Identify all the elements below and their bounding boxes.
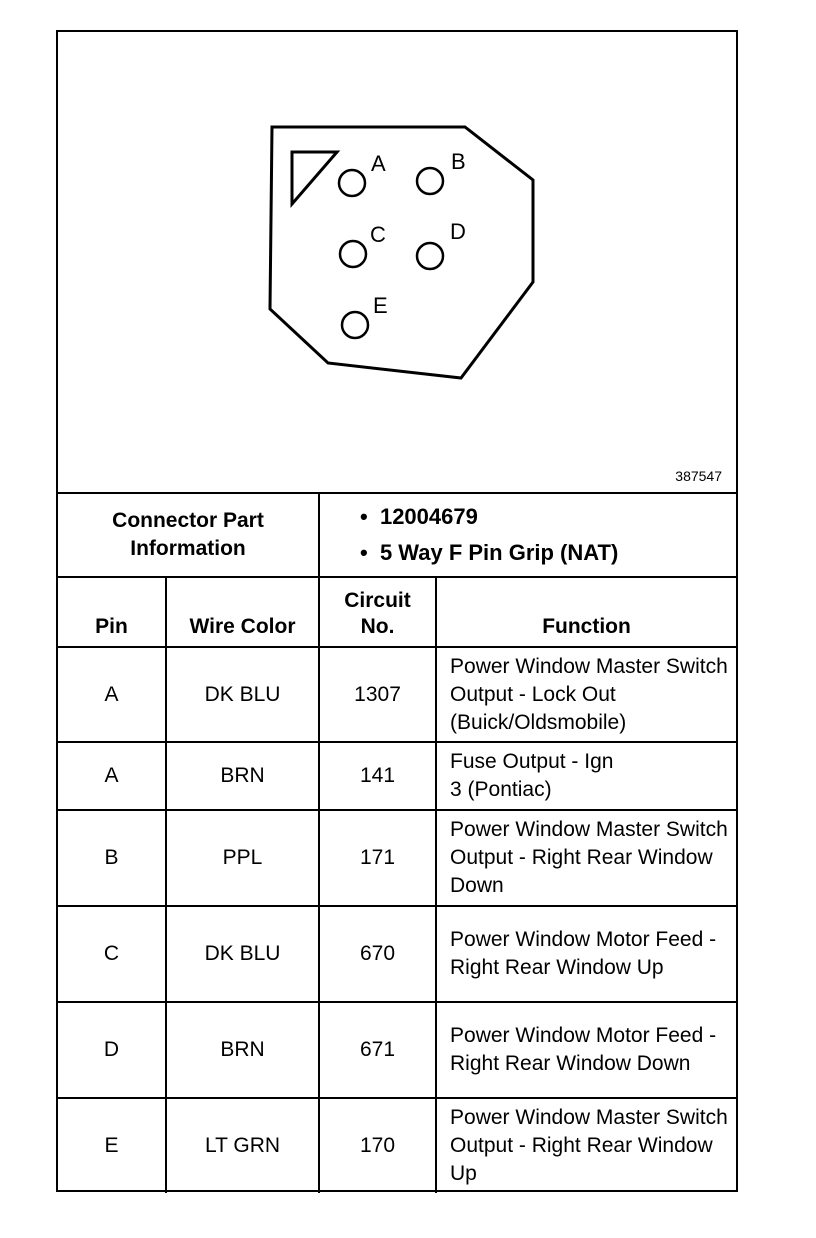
connector-info-item: • 5 Way F Pin Grip (NAT) bbox=[360, 540, 619, 565]
pin-c-hole bbox=[340, 241, 366, 267]
pin-b-label: B bbox=[451, 149, 466, 174]
pin-c-label: C bbox=[370, 222, 386, 247]
pin-b-hole bbox=[417, 168, 443, 194]
function-cell: Power Window Master Switch Output - Right Rear Window Up bbox=[436, 1098, 736, 1193]
connector-info-item: • 12004679 bbox=[360, 504, 478, 529]
connector-info-label: Connector Part Information bbox=[58, 493, 319, 577]
header-pin: Pin bbox=[58, 577, 166, 647]
wire-color-cell: PPL bbox=[166, 810, 319, 906]
function-cell: Power Window Motor Feed - Right Rear Window Down bbox=[436, 1002, 736, 1098]
header-wire-color: Wire Color bbox=[166, 577, 319, 647]
pin-a-label: A bbox=[371, 151, 386, 176]
connector-outline bbox=[270, 127, 533, 378]
pin-cell: B bbox=[58, 810, 166, 906]
circuit-cell: 1307 bbox=[319, 647, 436, 742]
table-row bbox=[58, 647, 736, 742]
pin-d-hole bbox=[417, 243, 443, 269]
connector-info-row bbox=[58, 493, 736, 577]
figure-id: 387547 bbox=[675, 468, 722, 484]
pin-cell: A bbox=[58, 742, 166, 810]
table-row bbox=[58, 742, 736, 810]
function-cell: Power Window Master Switch Output - Right Rear Window Down bbox=[436, 810, 736, 906]
pin-a-indicator-triangle bbox=[292, 152, 337, 204]
table-row bbox=[58, 810, 736, 906]
part-number: 12004679 bbox=[379, 504, 478, 529]
circuit-cell: 141 bbox=[319, 742, 436, 810]
pin-cell: A bbox=[58, 647, 166, 742]
pin-cell: C bbox=[58, 906, 166, 1002]
table-row bbox=[58, 1002, 736, 1098]
connector-type: 5 Way F Pin Grip (NAT) bbox=[379, 540, 619, 565]
pin-a-hole bbox=[339, 170, 365, 196]
pin-e-hole bbox=[342, 312, 368, 338]
pin-d-label: D bbox=[450, 219, 466, 244]
pin-cell: D bbox=[58, 1002, 166, 1098]
connector-pinout-table bbox=[58, 492, 736, 1193]
wire-color-cell: DK BLU bbox=[166, 647, 319, 742]
pin-e-label: E bbox=[373, 293, 388, 318]
connector-diagram bbox=[58, 32, 736, 492]
wire-color-cell: DK BLU bbox=[166, 906, 319, 1002]
pin-cell: E bbox=[58, 1098, 166, 1193]
circuit-cell: 170 bbox=[319, 1098, 436, 1193]
function-cell: Power Window Master Switch Output - Lock Out (Buick/Oldsmobile) bbox=[436, 647, 736, 742]
header-circuit-no: Circuit No. bbox=[319, 577, 436, 647]
wire-color-cell: BRN bbox=[166, 1002, 319, 1098]
wire-color-cell: BRN bbox=[166, 742, 319, 810]
wire-color-cell: LT GRN bbox=[166, 1098, 319, 1193]
circuit-cell: 171 bbox=[319, 810, 436, 906]
table-header-row bbox=[58, 577, 736, 647]
table-row bbox=[58, 906, 736, 1002]
header-function: Function bbox=[436, 577, 736, 647]
circuit-cell: 671 bbox=[319, 1002, 436, 1098]
circuit-cell: 670 bbox=[319, 906, 436, 1002]
function-cell: Power Window Motor Feed - Right Rear Window Up bbox=[436, 906, 736, 1002]
table-row bbox=[58, 1098, 736, 1193]
connector-face-drawing bbox=[58, 32, 736, 492]
connector-page-frame bbox=[56, 30, 738, 1192]
connector-info-list bbox=[319, 493, 736, 577]
function-cell: Fuse Output - Ign 3 (Pontiac) bbox=[436, 742, 736, 810]
